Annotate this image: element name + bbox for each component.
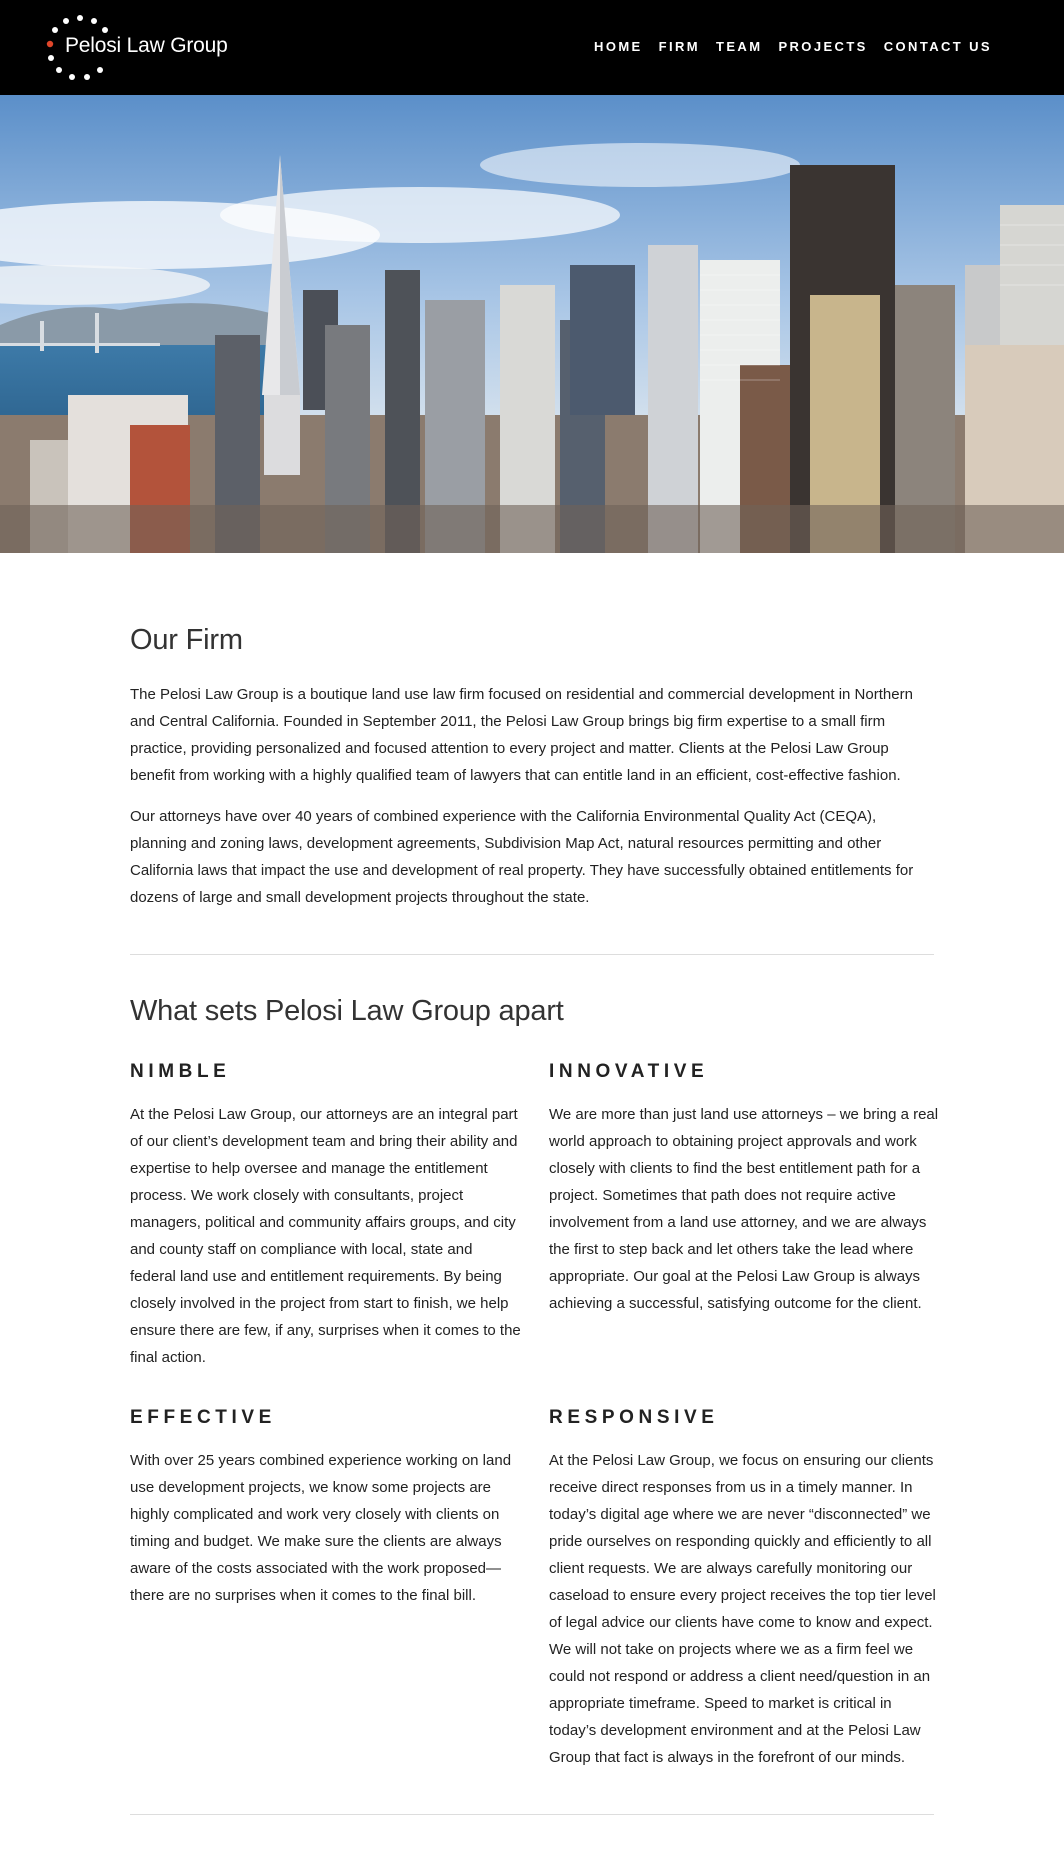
feature-text: With over 25 years combined experience working on land use development projects, we know some projects are highly complicated and work very closely with clients on timing and budget. We make sure the clients are always aware of the costs associated with the work proposed—there are no surprises when it comes to the final bill.	[130, 1452, 512, 1604]
nav-team[interactable]: TEAM	[716, 39, 763, 54]
feature-heading: NIMBLE	[130, 1061, 231, 1082]
logo[interactable]	[42, 10, 228, 86]
hero-image	[0, 95, 1064, 553]
nav-firm[interactable]: FIRM	[658, 39, 701, 54]
feature-heading: EFFECTIVE	[130, 1407, 276, 1428]
feature-text: We are more than just land use attorneys – we bring a real world approach to obtaining project approvals and work closely with clients to find the best entitlement path for a project. Sometimes that path does not require active involvement from a land use attorney, and we are always the first to step back and let others take the lead where appropriate. Our goal at the Pelosi Law Group is always achieving a successful, satisfying outcome for the client.	[549, 1106, 939, 1312]
feature-text: At the Pelosi Law Group, we focus on ensuring our clients receive direct responses from us in a timely manner. In today’s digital age where we are never “disconnected” we pride ourselves on responding quickly and efficiently to all client requests. We are always carefully monitoring our caseload to ensure every project receives the top tier level of legal advice our clients have come to know and expect. We will not take on projects where we as a firm feel we could not respond or address a client need/question in an appropriate timeframe. Speed to market is critical in today’s development environment and at the Pelosi Law Group that fact is always in the forefront of our minds.	[549, 1452, 936, 1766]
section-divider	[130, 954, 934, 955]
feature-heading: INNOVATIVE	[549, 1061, 709, 1082]
section-divider	[130, 1814, 934, 1815]
main-nav	[578, 39, 992, 54]
firm-paragraph-1: The Pelosi Law Group is a boutique land use law firm focused on residential and commercial development in Northern and Central California. Founded in September 2011, the Pelosi Law Group brings big firm expertise to a small firm practice, providing personalized and focused attention to every project and matter. Clients at the Pelosi Law Group benefit from working with a highly qualified team of lawyers that can entitle land in an efficient, cost-effective fashion.	[130, 686, 913, 784]
apart-title: What sets Pelosi Law Group apart	[130, 995, 564, 1027]
feature-nimble	[130, 1061, 522, 1371]
logo-text: Pelosi Law Group	[65, 34, 228, 57]
feature-text: At the Pelosi Law Group, our attorneys are an integral part of our client’s development team and bring their ability and expertise to help oversee and manage the entitlement process. We work closely with consultants, project managers, political and community affairs groups, and city and county staff on compliance with local, state and federal land use and entitlement requirements. By being closely involved in the project from start to finish, we help ensure there are few, if any, surprises when it comes to the final action.	[130, 1106, 521, 1366]
site-header	[0, 0, 1064, 95]
firm-paragraph-2: Our attorneys have over 40 years of combined experience with the California Environmental Quality Act (CEQA), planning and zoning laws, development agreements, Subdivision Map Act, natural resources permitting and other California laws that impact the use and development of real property. They have successfully obtained entitlements for dozens of large and small development projects throughout the state.	[130, 808, 914, 906]
nav-projects[interactable]: PROJECTS	[778, 39, 868, 54]
city-skyline-image	[0, 95, 1064, 553]
our-firm-title: Our Firm	[130, 624, 243, 656]
nav-contact-us[interactable]: CONTACT US	[883, 39, 992, 54]
feature-effective	[130, 1407, 522, 1609]
feature-innovative	[549, 1061, 941, 1317]
nav-home[interactable]: HOME	[594, 39, 643, 54]
feature-responsive	[549, 1407, 941, 1771]
feature-heading: RESPONSIVE	[549, 1407, 719, 1428]
